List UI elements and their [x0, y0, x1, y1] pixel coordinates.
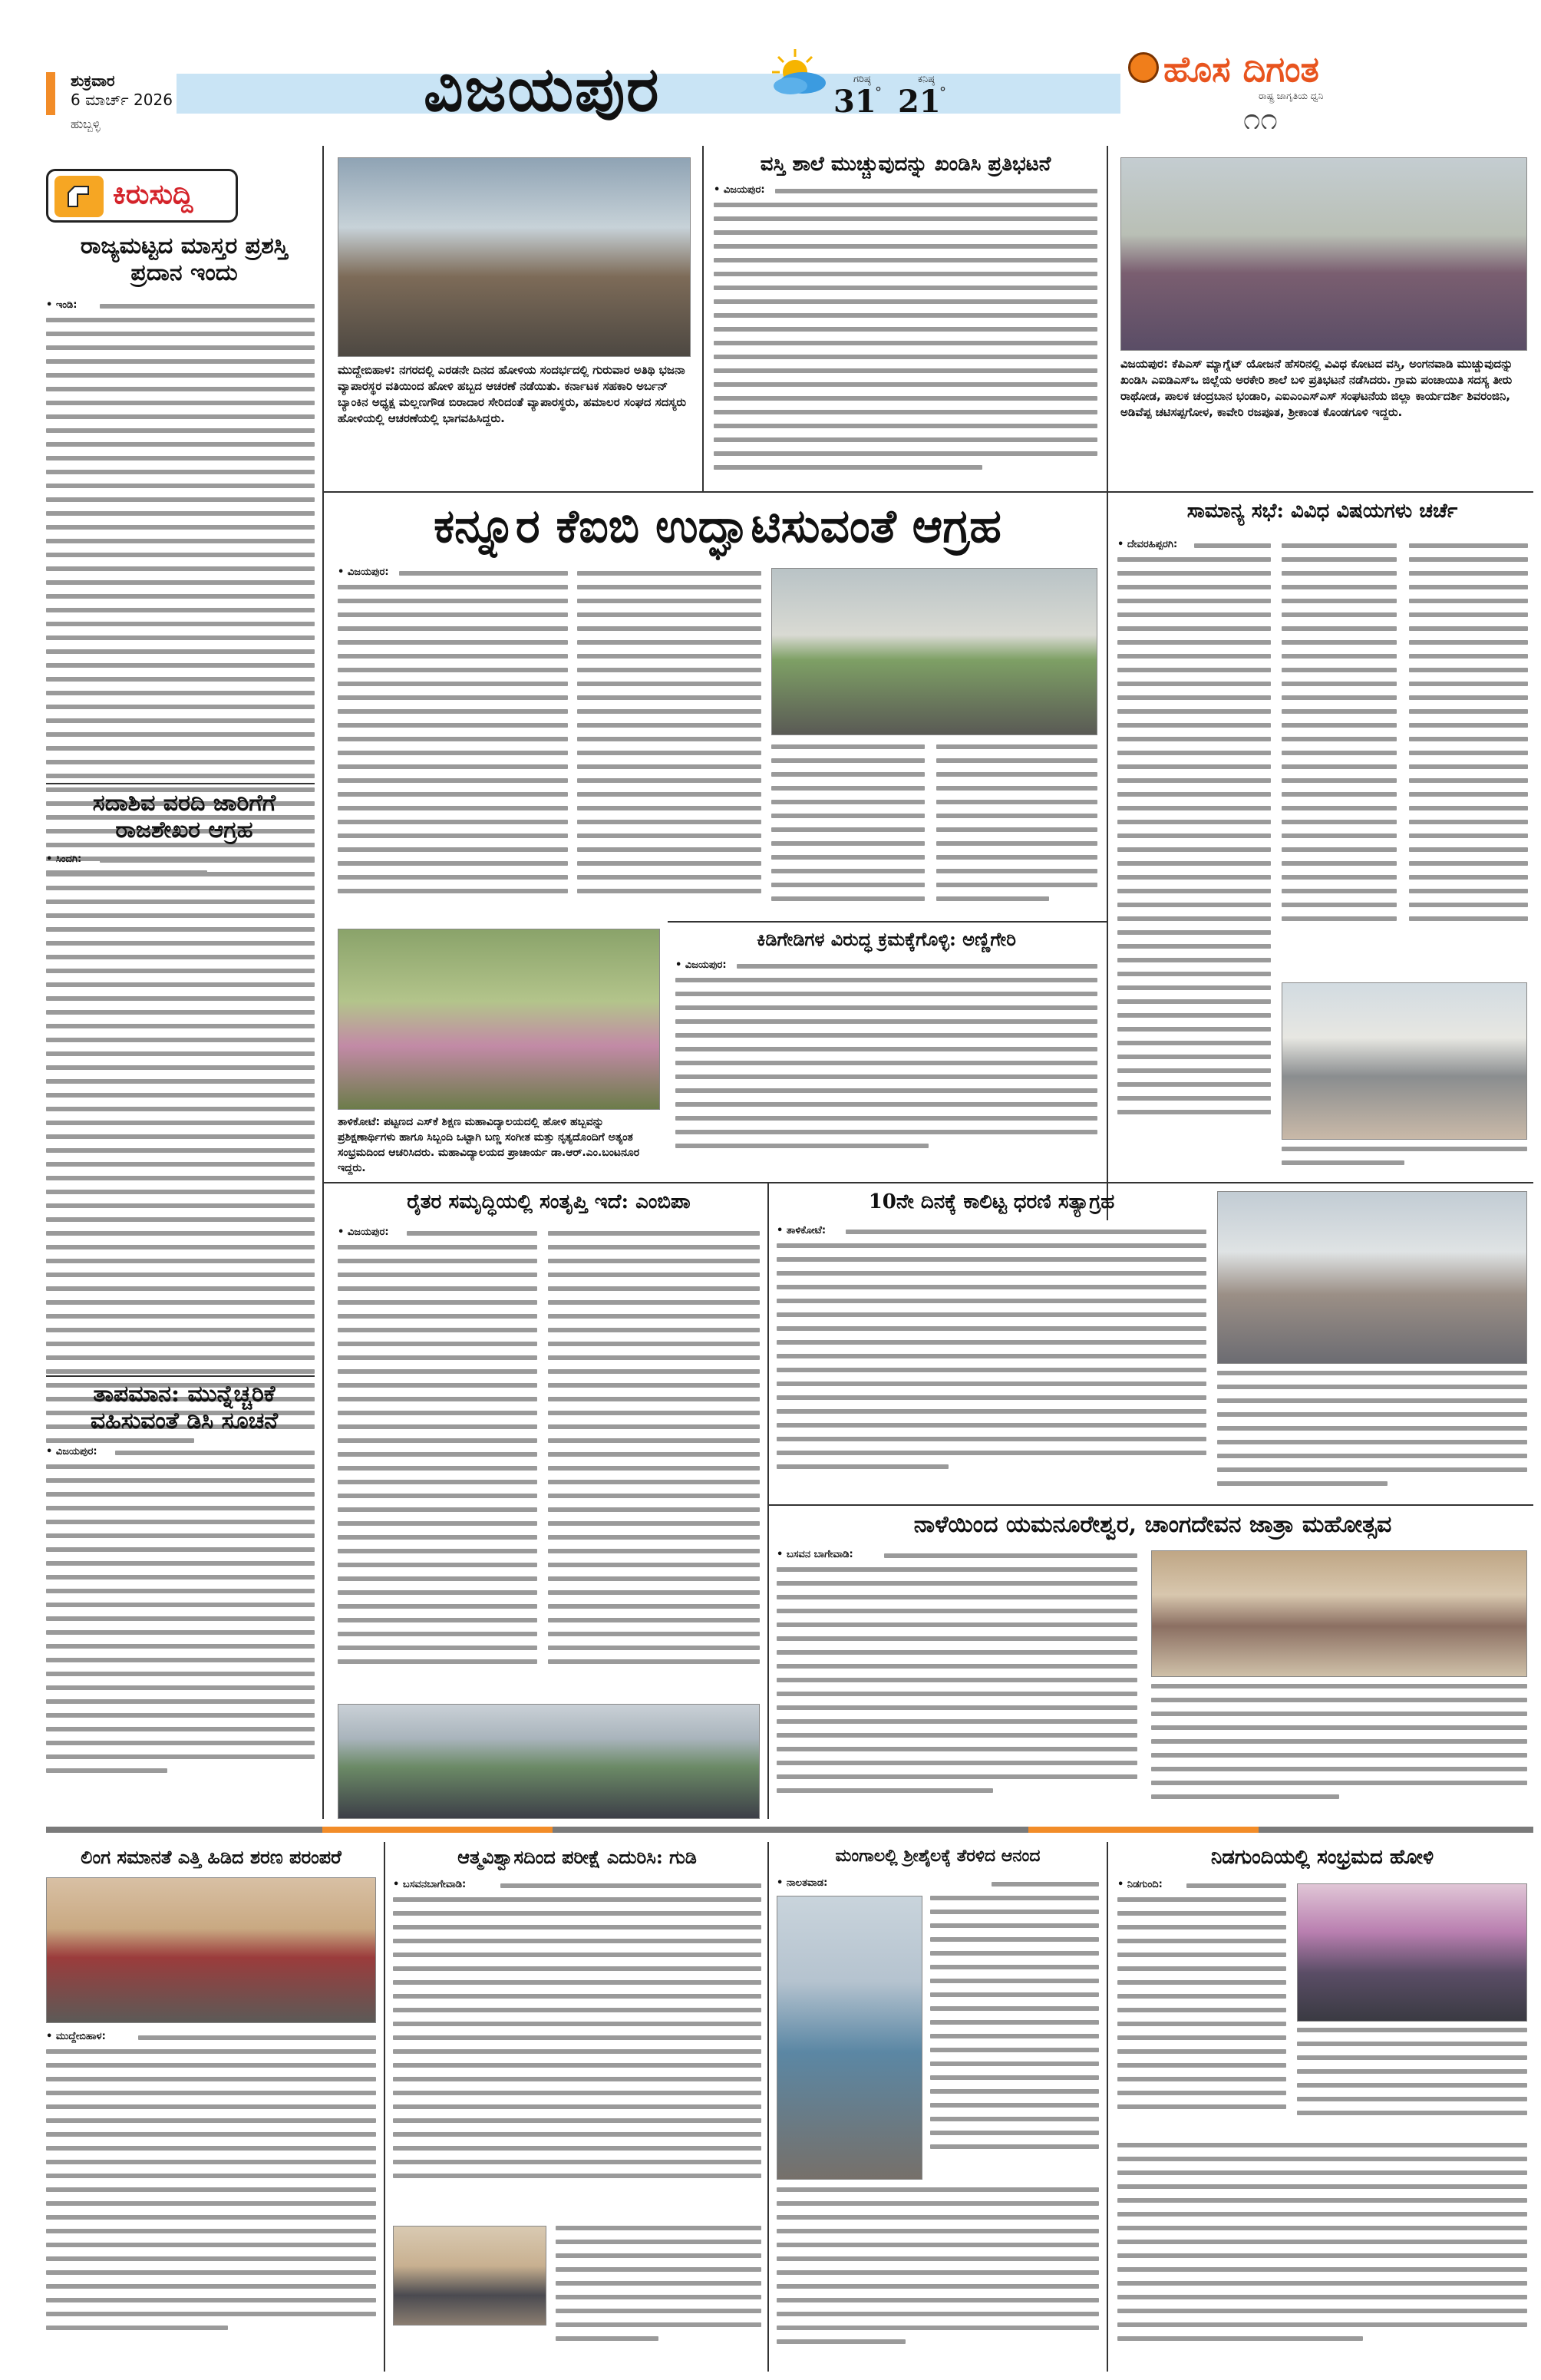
- newspaper-logo-icon: [1128, 52, 1159, 83]
- samanya-dateline: • ದೇವರಹಿಪ್ಪರಗಿ:: [1117, 539, 1178, 550]
- samanya-photo: [1282, 982, 1527, 1140]
- raitara-title: ರೈತರ ಸಮೃದ್ಧಿಯಲ್ಲಿ ಸಂತೃಪ್ತಿ ಇದೆ: ಎಂಬಿಪಾ: [407, 1190, 691, 1213]
- bottom-story-3-body-col1: [930, 1882, 1099, 2181]
- vasati-title: ವಸ್ತಿ ಶಾಲೆ ಮುಚ್ಚುವುದನ್ನು ಖಂಡಿಸಿ ಪ್ರತಿಭಟನೆ: [760, 153, 1051, 176]
- page-number: ೧೧: [1243, 101, 1278, 137]
- sun-cloud-icon: [760, 46, 836, 100]
- main-body-col2: [577, 571, 761, 920]
- bottom-story-4-body-col1: [1117, 1883, 1286, 2137]
- brief-2-dateline: • ಸಿಂದಗಿ:: [46, 853, 82, 865]
- bottom-story-1-dateline: • ಮುದ್ದೇಬಿಹಾಳ:: [46, 2031, 106, 2042]
- protest-caption: ವಿಜಯಪುರ: ಕೆಪಿಎಸ್ ಮ್ಯಾಗ್ನೆಟ್ ಯೋಜನೆ ಹೆಸರಿನಲ್ಲಿ ವಿವಿಧ ಕೋಟದ ವಸ್ತಿ, ಅಂಗನವಾಡಿ ಮುಚ್ಚುವುದನ್ನು ಖಂಡಿಸಿ ಎಐಡಿಎಸ್‌ಒ ಜಿಲ್ಲೆಯ ಅರಕೇರಿ ಶಾಲೆ ಬಳಿ ಪ್ರತಿಭಟನೆ ನಡೆಸಿದರು. ಗ್ರಾಮ ಪಂಚಾಯಿತಿ ಸದಸ್ಯ ತೀರು ರಾಥೋಡ, ಪಾಲಕ ಚಂದ್ರಬಾನ ಭಂಡಾರಿ, ಎಐಎಂಎಸ್‌ಎಸ್ ಸಂಘಟನೆಯ ಜಿಲ್ಲಾ ಕಾರ್ಯದರ್ಶಿ ಶಿವರಂಜಿನಿ, ಅಡಿವೆಪ್ಪ ಚಟಿಸಪ್ಪಗೋಳ, ಕಾವೇರಿ ರಜಪೂತ, ಶ್ರೀಕಾಂತ ಕೊಂಡಗೂಳಿ ಇದ್ದರು.: [1120, 357, 1513, 419]
- bottom-story-2-photo: [393, 2226, 546, 2326]
- max-temp: 31: [833, 84, 876, 120]
- bottom-story-1-body: [46, 2035, 376, 2365]
- brief-3-dateline: • ವಿಜಯಪುರ:: [46, 1446, 97, 1457]
- bottom-story-3-dateline: • ನಾಲತವಾಡ:: [777, 1877, 828, 1889]
- kirusuddi-label: ಕಿರುಸುದ್ದಿ: [113, 178, 193, 210]
- masthead: [0, 0, 1541, 153]
- bottom-story-2-dateline: • ಬಸವನಬಾಗೇವಾಡಿ:: [393, 1879, 467, 1890]
- vasati-body: [714, 189, 1097, 480]
- paper-tagline: ರಾಷ್ಟ್ರ ಜಾಗೃತಿಯ ಧ್ವನಿ: [1259, 91, 1324, 101]
- bottom-story-4-title: ನಿಡಗುಂದಿಯಲ್ಲಿ ಸಂಭ್ರಮದ ಹೋಳಿ: [1210, 1846, 1434, 1869]
- jatre-photo: [1151, 1550, 1527, 1677]
- deg-symbol-min: °: [939, 84, 946, 101]
- dharani-dateline: • ತಾಳಿಕೋಟೆ:: [777, 1225, 827, 1236]
- raitara-photo: [338, 1704, 760, 1819]
- main-photo: [771, 568, 1097, 735]
- masthead-edition: ಹುಬ್ಬಳ್ಳಿ: [71, 117, 101, 131]
- bottom-story-4-body-col2: [1297, 2028, 1527, 2135]
- protest-photo: [1120, 157, 1527, 351]
- anigeri-dateline: • ವಿಜಯಪುರ:: [675, 959, 727, 971]
- samanya-title: ಸಾಮಾನ್ಯ ಸಭೆ: ವಿವಿಧ ವಿಷಯಗಳು ಚರ್ಚೆ: [1186, 500, 1458, 523]
- college-caption: ತಾಳಿಕೋಟೆ: ಪಟ್ಟಣದ ಎಸ್‌ಕೆ ಶಿಕ್ಷಣ ಮಹಾವಿದ್ಯಾಲಯದಲ್ಲಿ ಹೋಳಿ ಹಬ್ಬವನ್ನು ಪ್ರಶಿಕ್ಷಣಾರ್ಥಿಗಳು ಹಾಗೂ ಸಿಬ್ಬಂದಿ ಒಟ್ಟಾಗಿ ಬಣ್ಣ ಸಂಗೀತ ಮತ್ತು ನೃತ್ಯದೊಂದಿಗೆ ಅತ್ಯಂತ ಸಂಭ್ರಮದಿಂದ ಆಚರಿಸಿದರು. ಮಹಾವಿದ್ಯಾಲಯದ ಪ್ರಾಚಾರ್ಯ ಡಾ.ಆರ್.ಎಂ.ಬಂಟನೂರ ಇದ್ದರು.: [338, 1116, 640, 1174]
- bottom-story-2-body-b: [556, 2226, 761, 2364]
- samanya-body-col3: [1409, 543, 1528, 973]
- bottom-story-4-dateline: • ನಿಡಗುಂದಿ:: [1117, 1879, 1163, 1890]
- jatre-body-col2: [1151, 1684, 1527, 1819]
- brief-2-title: ಸದಾಶಿವ ವರದಿ ಜಾರಿಗೆಗೆ ರಾಜಶೇಖರ ಆಗ್ರಹ: [92, 790, 276, 843]
- anigeri-title: ಕಿಡಿಗೇಡಿಗಳ ವಿರುದ್ಧ ಕ್ರಮಕ್ಕೆಗೊಳ್ಳಿ: ಅಣ್ಣಿಗೇರಿ: [757, 928, 1016, 950]
- bottom-story-1-title: ಲಿಂಗ ಸಮಾನತೆ ಎತ್ತಿ ಹಿಡಿದ ಶರಣ ಪರಂಪರೆ: [81, 1846, 342, 1868]
- brief-1-title: ರಾಜ್ಯಮಟ್ಟದ ಮಾಸ್ತರ ಪ್ರಶಸ್ತಿ ಪ್ರದಾನ ಇಂದು: [80, 233, 289, 286]
- raitara-body-col2: [548, 1231, 760, 1699]
- min-temp: 21: [898, 84, 941, 120]
- vasati-dateline: • ವಿಜಯಪುರ:: [714, 184, 765, 196]
- min-temp-label: ಕನಿಷ್ಠ: [918, 74, 935, 85]
- max-temp-label: ಗರಿಷ್ಠ: [853, 74, 871, 85]
- deg-symbol-max: °: [875, 84, 882, 101]
- brief-3-body: [46, 1451, 315, 1811]
- accent-bar: [46, 72, 55, 115]
- dharani-body-right: [1217, 1371, 1527, 1498]
- samanya-body-col2: [1282, 543, 1397, 973]
- kirusuddi-column: [46, 153, 315, 1819]
- bottom-story-2-title: ಆತ್ಮವಿಶ್ವಾಸದಿಂದ ಪರೀಕ್ಷೆ ಎದುರಿಸಿ: ಗುಡಿ: [457, 1846, 697, 1868]
- samanya-body-col1: [1117, 543, 1271, 1180]
- kirusuddi-badge: [46, 169, 238, 223]
- anigeri-body: [675, 964, 1097, 1179]
- bottom-story-3-body-col2: [777, 2187, 1099, 2364]
- main-body-col3: [771, 744, 925, 919]
- raitara-body-col1: [338, 1231, 537, 1699]
- jatre-body-col1: [777, 1553, 1137, 1819]
- paper-name: ಹೊಸ ದಿಗಂತ: [1163, 48, 1319, 90]
- main-body-col4: [936, 744, 1097, 919]
- raitara-dateline: • ವಿಜಯಪುರ:: [338, 1226, 389, 1238]
- bottom-story-3-title: ಮಂಗಾಲಲ್ಲಿ ಶ್ರೀಶೈಲಕ್ಕೆ ತೆರಳಿದ ಆನಂದ: [835, 1846, 1041, 1866]
- brief-3-title: ತಾಪಮಾನ: ಮುನ್ನೆಚ್ಚರಿಕೆ ವಹಿಸುವಂತೆ ಡಿಸಿ ಸೂಚನೆ: [90, 1381, 279, 1434]
- main-dateline: • ವಿಜಯಪುರ:: [338, 566, 389, 578]
- main-headline: ಕನ್ನೂರ ಕೆಐಬಿ ಉದ್ಘಾಟಿಸುವಂತೆ ಆಗ್ರಹ: [434, 500, 1001, 553]
- jatre-dateline: • ಬಸವನ ಬಾಗೇವಾಡಿ:: [777, 1549, 853, 1560]
- masthead-date: 6 ಮಾರ್ಚ್ 2026: [71, 91, 173, 109]
- kirusuddi-hand-icon: [54, 176, 104, 217]
- dharani-photo: [1217, 1191, 1527, 1364]
- bottom-story-1-photo: [46, 1877, 376, 2023]
- masthead-day: ಶುಕ್ರವಾರ: [71, 71, 115, 90]
- jatre-title: ನಾಳೆಯಿಂದ ಯಮನೂರೇಶ್ವರ, ಚಾಂಗದೇವನ ಜಾತ್ರಾ ಮಹೋತ್ಸವ: [913, 1511, 1392, 1538]
- samanya-body-col4: [1282, 1147, 1527, 1180]
- brief-1-dateline: • ಇಂಡಿ:: [46, 299, 78, 311]
- dharani-title: 10ನೇ ದಿನಕ್ಕೆ ಕಾಲಿಟ್ಟ ಧರಣಿ ಸತ್ಯಾಗ್ರಹ: [868, 1190, 1115, 1213]
- page-title: ವಿಜಯಪುರ: [424, 53, 661, 125]
- bottom-story-2-body: [393, 1883, 761, 2221]
- main-body-col1: [338, 571, 568, 920]
- college-photo: [338, 929, 660, 1110]
- bottom-story-4-photo: [1297, 1883, 1527, 2022]
- bottom-story-4-body-col3: [1117, 2143, 1527, 2365]
- dharani-body: [777, 1230, 1206, 1498]
- holi-caption: ಮುದ್ದೇಬಿಹಾಳ: ನಗರದಲ್ಲಿ ಎರಡನೇ ದಿನದ ಹೋಳಿಯ ಸಂದರ್ಭದಲ್ಲಿ ಗುರುವಾರ ಅತಿಥಿ ಭಜನಾ ವ್ಯಾಪಾರಸ್ಥರ ವತಿಯಿಂದ ಹೋಳಿ ಹಬ್ಬದ ಆಚರಣೆ ನಡೆಯಿತು. ಕರ್ನಾಟಕ ಸಹಕಾರಿ ಅರ್ಬನ್ ಬ್ಯಾಂಕಿನ ಅಧ್ಯಕ್ಷ ಮಲ್ಲಣಗೌಡ ಬಿರಾದಾರ ಸೇರಿದಂತೆ ವ್ಯಾಪಾರಸ್ಥರು, ಹಮಾಲರ ಸಂಘದ ಸದಸ್ಯರು ಹೋಳಿಯಲ್ಲಿ ಆಚರಣೆಯಲ್ಲಿ ಭಾಗವಹಿಸಿದ್ದರು.: [338, 363, 687, 425]
- bottom-story-3-photo: [777, 1896, 922, 2180]
- holi-photo: [338, 157, 691, 357]
